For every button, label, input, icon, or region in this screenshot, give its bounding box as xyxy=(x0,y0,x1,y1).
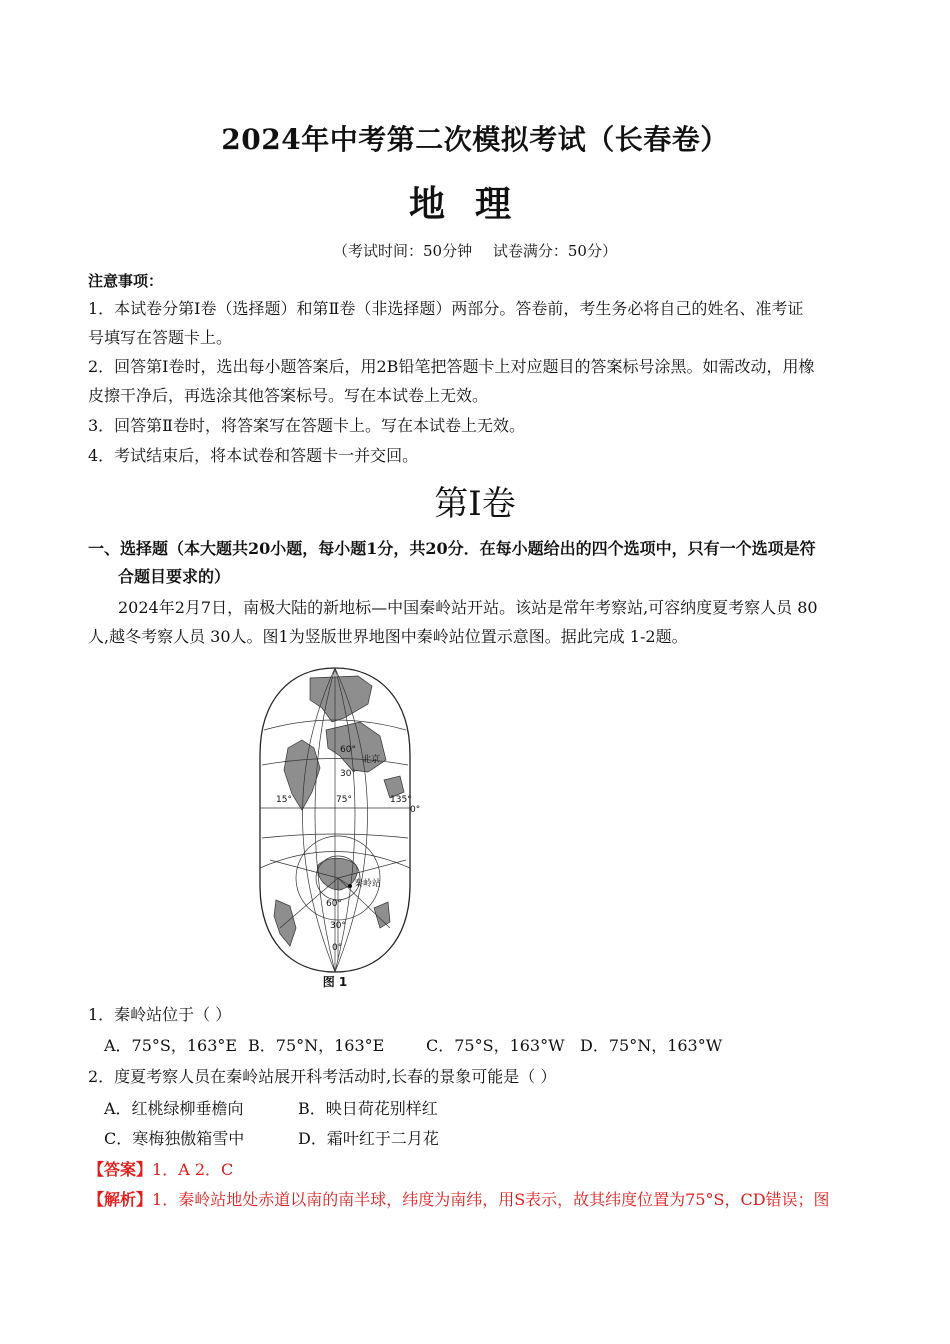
answer-label: 【答案】 xyxy=(88,1160,153,1179)
world-map-figure xyxy=(240,660,430,990)
volume-title: 第Ⅰ卷 xyxy=(434,484,516,524)
notice-line: 3．回答第Ⅱ卷时，将答案写在答题卡上。写在本试卷上无效。 xyxy=(88,416,526,435)
lon-label: 15° xyxy=(276,795,292,805)
notice-line: 1．本试卷分第Ⅰ卷（选择题）和第Ⅱ卷（非选择题）两部分。答卷前，考生务必将自己的姓名、准考证 xyxy=(88,299,804,318)
option: C．寒梅独傲箱雪中 xyxy=(104,1129,245,1148)
exam-score: 试卷满分：50分） xyxy=(492,242,617,260)
lat-label: 60° xyxy=(340,745,356,755)
station-label: 秦岭站 xyxy=(354,879,382,889)
notice-line: 号填写在答题卡上。 xyxy=(88,328,233,347)
section-heading-cont: 合题目要求的） xyxy=(118,567,231,586)
notice-line: 4．考试结束后，将本试卷和答题卡一并交回。 xyxy=(88,446,419,465)
section-heading: 一、选择题（本大题共20小题，每小题1分，共20分．在每小题给出的四个选项中，只有一个选项是符 xyxy=(88,539,816,558)
option: B．75°N，163°E xyxy=(248,1036,385,1055)
analysis-line xyxy=(88,1187,830,1210)
intro-paragraph-cont: 人,越冬考察人员 30人。图1为竖版世界地图中秦岭站位置示意图。据此完成 1-2题。 xyxy=(88,627,688,646)
answer-text: 1．A 2．C xyxy=(152,1160,234,1179)
analysis-text: 1．秦岭站地处赤道以南的南半球，纬度为南纬，用S表示，故其纬度位置为75°S，CD错误；图 xyxy=(152,1190,830,1209)
option: D．霜叶红于二月花 xyxy=(298,1129,439,1148)
lat-label: 30° xyxy=(340,769,356,779)
place-label: 北京 xyxy=(362,755,381,765)
option: D．75°N，163°W xyxy=(580,1036,723,1055)
option: A．75°S，163°E xyxy=(104,1036,238,1055)
notice-title: 注意事项： xyxy=(88,272,164,290)
option: A．红桃绿柳垂檐向 xyxy=(104,1099,244,1118)
question-stem: 1．秦岭站位于（ ） xyxy=(88,1005,232,1024)
station-marker xyxy=(348,884,352,888)
page-title: 2024年中考第二次模拟考试（长春卷） xyxy=(221,123,729,156)
exam-info xyxy=(0,240,950,261)
analysis-label: 【解析】 xyxy=(88,1190,153,1209)
option: B．映日荷花别样红 xyxy=(298,1099,438,1118)
subject-title: 地理 xyxy=(408,183,541,225)
intro-paragraph: 2024年2月7日，南极大陆的新地标—中国秦岭站开站。该站是常年考察站,可容纳度夏考察人员 80 xyxy=(118,598,818,617)
option: C．75°S，163°W xyxy=(426,1036,565,1055)
lon-label: 75° xyxy=(336,795,352,805)
question-stem: 2．度夏考察人员在秦岭站展开科考活动时,长春的景象可能是（ ） xyxy=(88,1067,557,1086)
lat-label: 0° xyxy=(332,943,343,953)
notice-line: 皮擦干净后，再选涂其他答案标号。写在本试卷上无效。 xyxy=(88,386,489,405)
equator-label: 0° xyxy=(410,805,421,815)
answer-line xyxy=(88,1157,233,1180)
figure-caption: 图 1 xyxy=(322,975,348,989)
exam-time: （考试时间：50分钟 xyxy=(333,242,473,260)
notice-line: 2．回答第Ⅰ卷时，选出每小题答案后，用2B铅笔把答题卡上对应题目的答案标号涂黑。如需改动，用橡 xyxy=(88,357,815,376)
lon-label: 135° xyxy=(390,795,412,805)
lat-label: 30° xyxy=(330,921,346,931)
lat-label: 60° xyxy=(326,899,342,909)
